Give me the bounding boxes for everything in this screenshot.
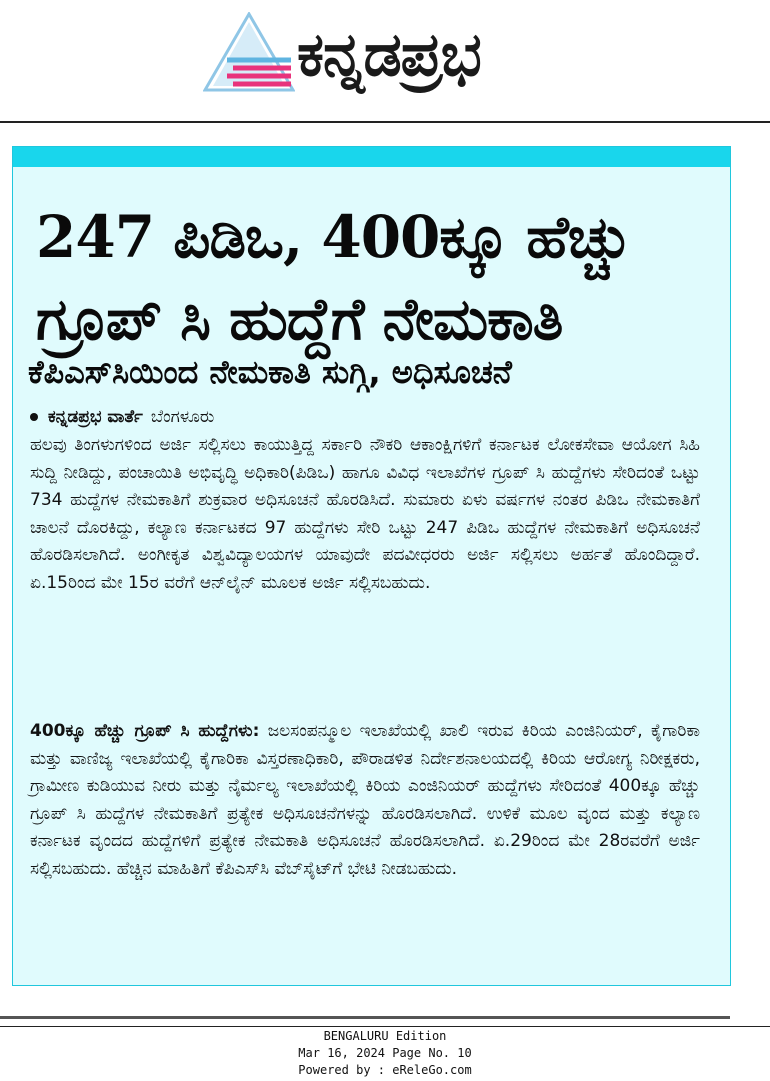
masthead-title: ಕನ್ನಡಪ್ರಭ bbox=[297, 20, 481, 90]
page-footer bbox=[0, 1028, 770, 1079]
article-paragraph-2 bbox=[30, 718, 700, 883]
paragraph-2-body: ಜಲಸಂಪನ್ಮೂಲ ಇಲಾಖೆಯಲ್ಲಿ ಖಾಲಿ ಇರುವ ಕಿರಿಯ ಎಂಜಿನಿಯರ್, ಕೈಗಾರಿಕಾ ಮತ್ತು ವಾಣಿಜ್ಯ ಇಲಾಖೆಯಲ್ಲಿ ಕೈಗಾರಿಕಾ ವಿಸ್ತರಣಾಧಿಕಾರಿ, ಪೌರಾಡಳಿತ ನಿರ್ದೇಶನಾಲಯದಲ್ಲಿ ಕಿರಿಯ ಆರೋಗ್ಯ ನಿರೀಕ್ಷಕರು, ಗ್ರಾಮೀಣ ಕುಡಿಯುವ ನೀರು ಮತ್ತು ನೈರ್ಮಲ್ಯ ಇಲಾಖೆಯಲ್ಲಿ ಕಿರಿಯ ಎಂಜಿನಿಯರ್ ಹುದ್ದೆಗಳು ಸೇರಿದಂತೆ 400ಕ್ಕೂ ಹೆಚ್ಚು ಗ್ರೂಪ್ ಸಿ ಹುದ್ದೆಗಳ ನೇಮಕಾತಿಗೆ ಪ್ರತ್ಯೇಕ ಅಧಿಸೂಚನೆಗಳನ್ನು ಹೊರಡಿಸಲಾಗಿದೆ. ಉಳಿಕೆ ಮೂಲ ವೃಂದ ಮತ್ತು ಕಲ್ಯಾಣ ಕರ್ನಾಟಕ ವೃಂದದ ಹುದ್ದೆಗಳಿಗೆ ಪ್ರತ್ಯೇಕ ನೇಮಕಾತಿ ಅಧಿಸೂಚನೆ ಹೊರಡಿಸಲಾಗಿದೆ. ಏ.29ರಿಂದ ಮೇ 28ರವರೆಗೆ ಅರ್ಜಿ ಸಲ್ಲಿಸಬಹುದು. ಹೆಚ್ಚಿನ ಮಾಹಿತಿಗೆ ಕೆಪಿಎಸ್‌ಸಿ ವೆಬ್‌ಸೈಟ್‌ಗೆ ಭೇಟಿ ನೀಡಬಹುದು. bbox=[30, 721, 701, 879]
article-paragraph-1: ಹಲವು ತಿಂಗಳುಗಳಿಂದ ಅರ್ಜಿ ಸಲ್ಲಿಸಲು ಕಾಯುತ್ತಿದ್ದ ಸರ್ಕಾರಿ ನೌಕರಿ ಆಕಾಂಕ್ಷಿಗಳಿಗೆ ಕರ್ನಾಟಕ ಲೋಕಸೇವಾ ಆಯೋಗ ಸಿಹಿ ಸುದ್ದಿ ನೀಡಿದ್ದು, ಪಂಚಾಯಿತಿ ಅಭಿವೃದ್ಧಿ ಅಧಿಕಾರಿ(ಪಿಡಿಒ) ಹಾಗೂ ವಿವಿಧ ಇಲಾಖೆಗಳ ಗ್ರೂಪ್ ಸಿ ಹುದ್ದೆಗಳು ಸೇರಿದಂತೆ ಒಟ್ಟು 734 ಹುದ್ದೆಗಳ ನೇಮಕಾತಿಗೆ ಶುಕ್ರವಾರ ಅಧಿಸೂಚನೆ ಹೊರಡಿಸಿದೆ. ಸುಮಾರು ಏಳು ವರ್ಷಗಳ ನಂತರ ಪಿಡಿಒ ನೇಮಕಾತಿಗೆ ಚಾಲನೆ ದೊರಕಿದ್ದು, ಕಲ್ಯಾಣ ಕರ್ನಾಟಕದ 97 ಹುದ್ದೆಗಳು ಸೇರಿ ಒಟ್ಟು 247 ಪಿಡಿಒ ಹುದ್ದೆಗಳ ನೇಮಕಾತಿಗೆ ಅಧಿಸೂಚನೆ ಹೊರಡಿಸಲಾಗಿದೆ. ಅಂಗೀಕೃತ ವಿಶ್ವವಿದ್ಯಾಲಯಗಳ ಯಾವುದೇ ಪದವೀಧರರು ಅರ್ಜಿ ಸಲ್ಲಿಸಲು ಅರ್ಹತೆ ಹೊಂದಿದ್ದಾರೆ. ಏ.15ರಿಂದ ಮೇ 15ರ ವರೆಗೆ ಆನ್‌ಲೈನ್ ಮೂಲಕ ಅರ್ಜಿ ಸಲ್ಲಿಸಬಹುದು. bbox=[30, 435, 700, 593]
footer-date-page: Mar 16, 2024 Page No. 10 bbox=[298, 1046, 472, 1060]
masthead bbox=[0, 0, 770, 122]
byline-brand: ಕನ್ನಡಪ್ರಭ ವಾರ್ತೆ bbox=[48, 407, 143, 427]
footer-edition: BENGALURU Edition bbox=[323, 1029, 447, 1043]
article-top-bar bbox=[13, 147, 730, 167]
subheadline: ಕೆಪಿಎಸ್‌ಸಿಯಿಂದ ನೇಮಕಾತಿ ಸುಗ್ಗಿ, ಅಧಿಸೂಚನೆ bbox=[28, 353, 512, 391]
headline-line-1: 247 ಪಿಡಿಒ, 400ಕ್ಕೂ ಹೆಚ್ಚು bbox=[36, 203, 631, 271]
kannadaprabha-logo-icon bbox=[203, 12, 295, 92]
byline bbox=[30, 404, 730, 430]
footer-divider bbox=[0, 1016, 730, 1019]
masthead-divider bbox=[0, 121, 770, 123]
bullet-icon bbox=[30, 413, 38, 421]
headline bbox=[36, 196, 726, 360]
footer-divider-thin bbox=[0, 1026, 770, 1027]
headline-line-2: ಗ್ರೂಪ್ ಸಿ ಹುದ್ದೆಗೆ ನೇಮಕಾತಿ bbox=[36, 285, 563, 353]
footer-powered-by[interactable]: Powered by : eReleGo.com bbox=[298, 1063, 472, 1077]
paragraph-2-lead: 400ಕ್ಕೂ ಹೆಚ್ಚು ಗ್ರೂಪ್ ಸಿ ಹುದ್ದೆಗಳು: bbox=[30, 721, 260, 741]
byline-place: ಬೆಂಗಳೂರು bbox=[150, 407, 215, 427]
